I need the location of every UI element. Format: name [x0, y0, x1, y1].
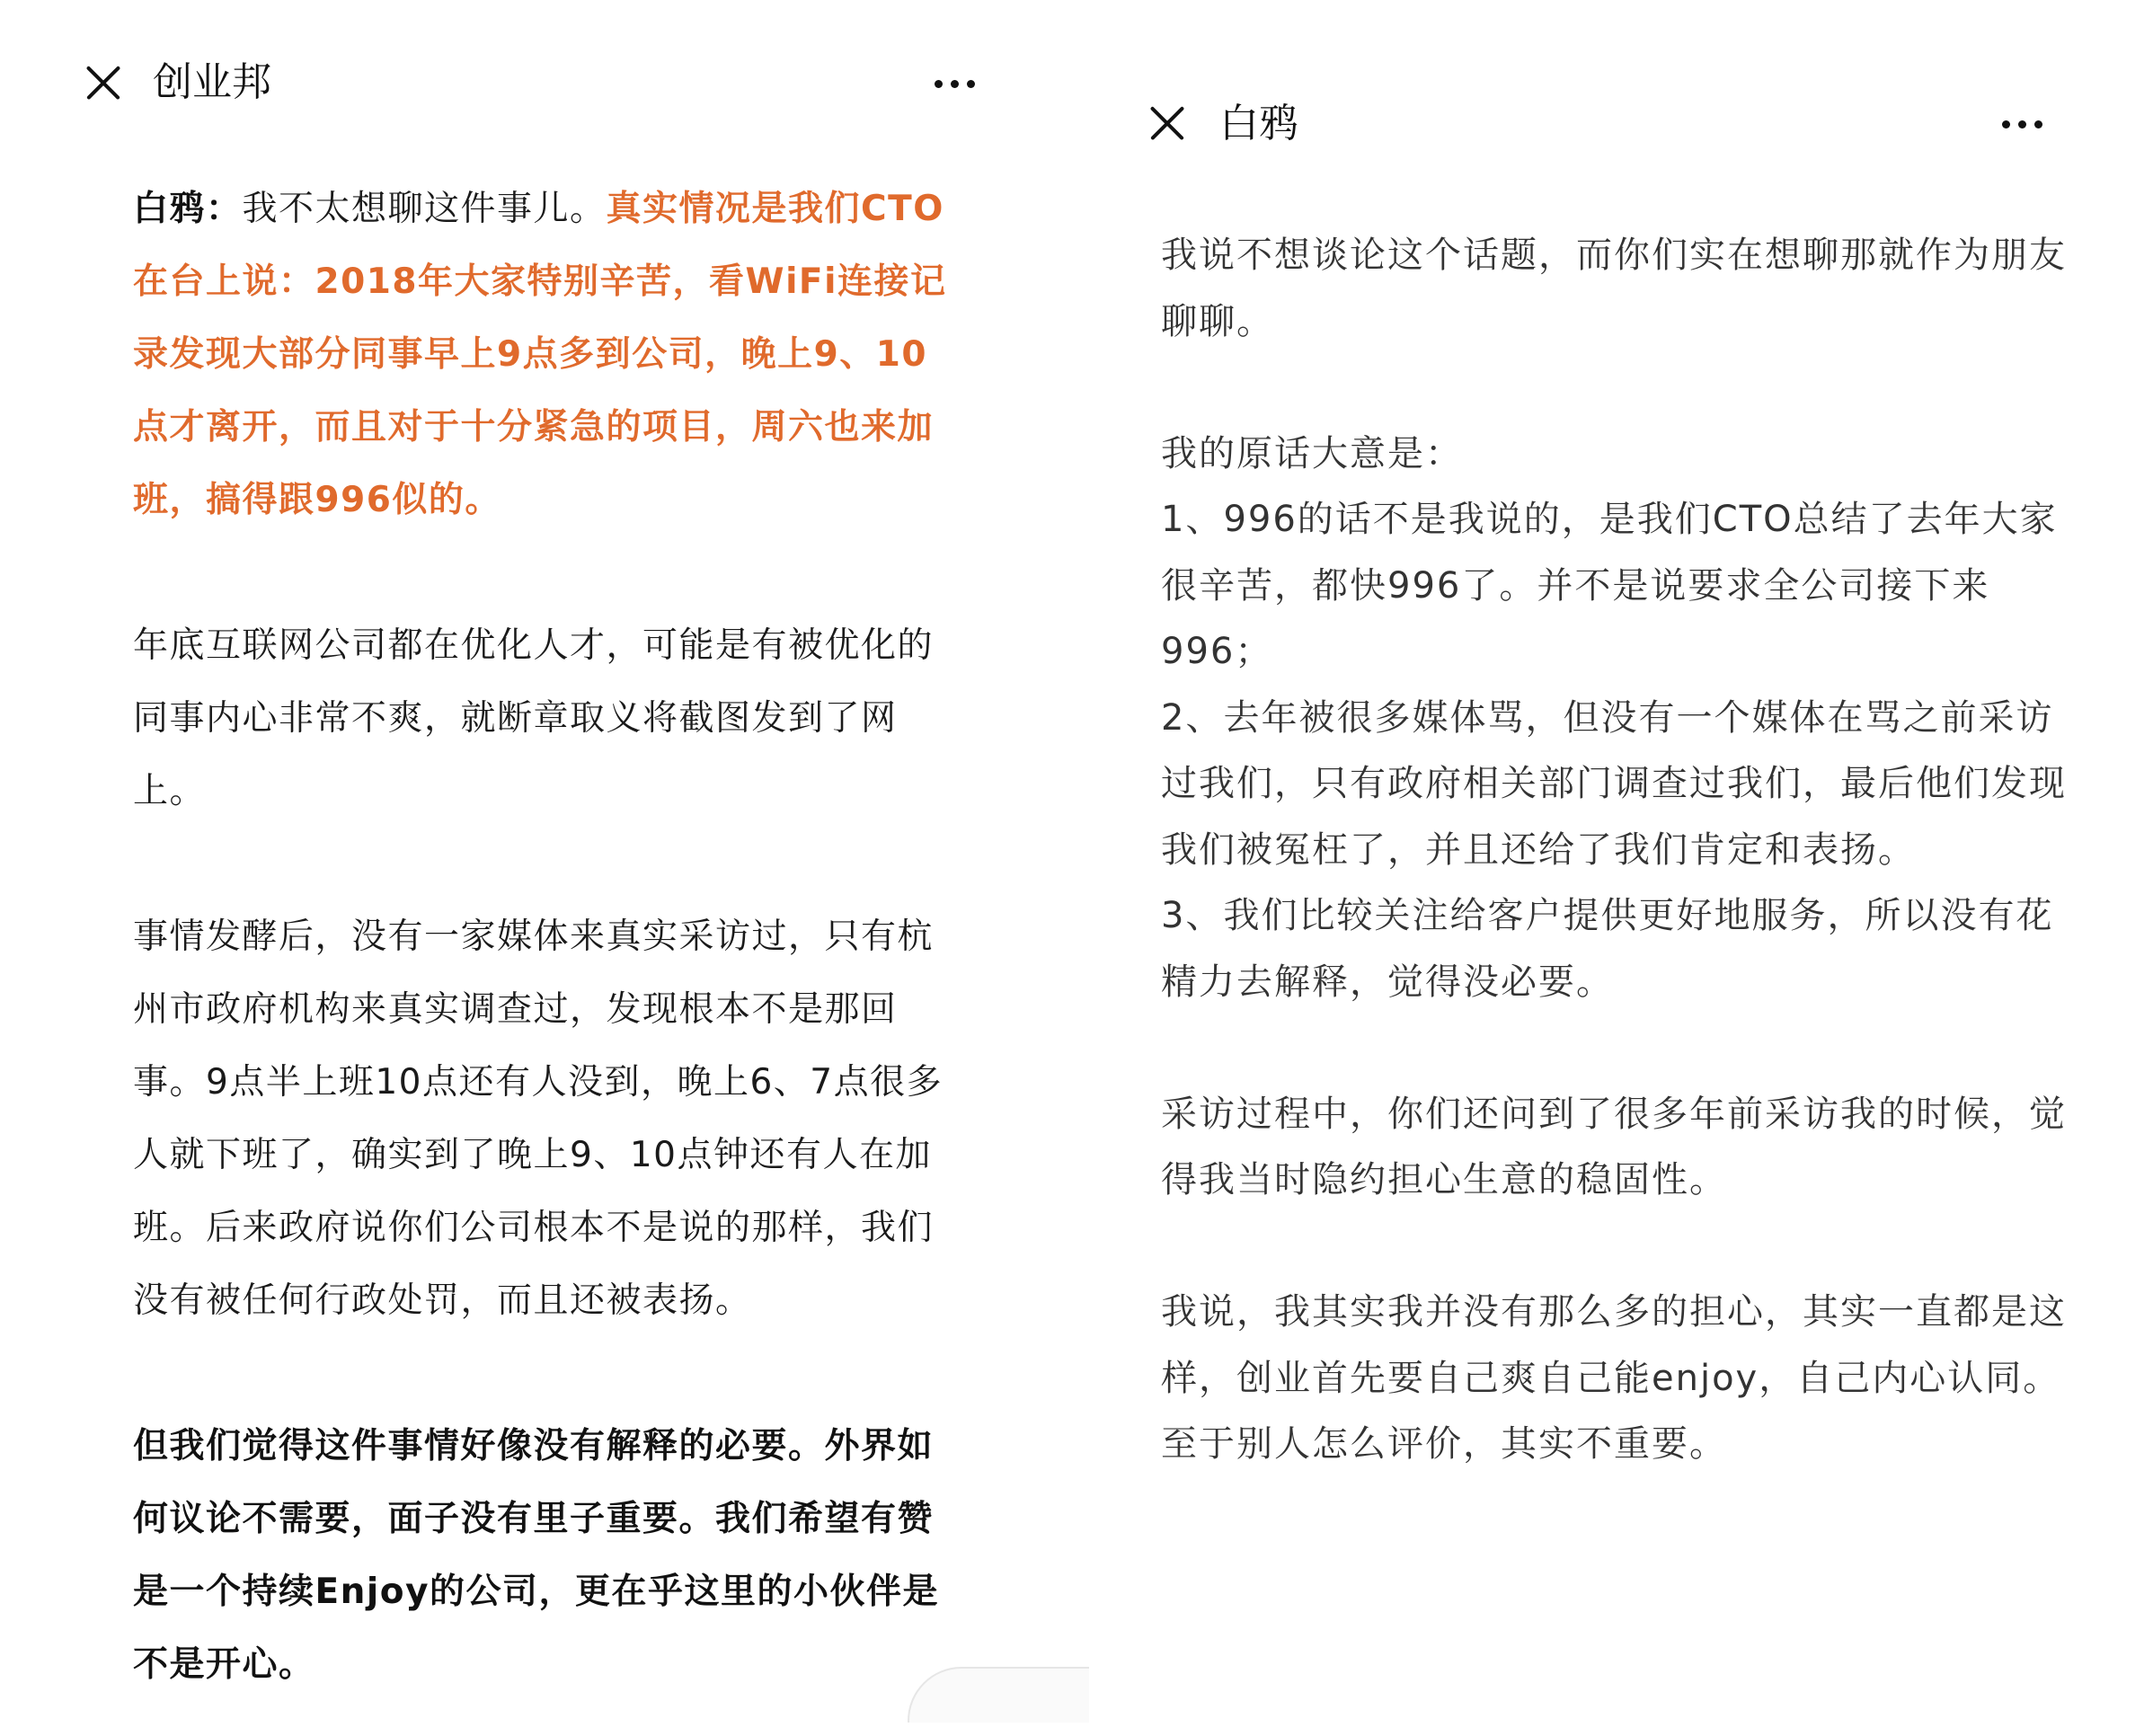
right-article-panel — [1096, 0, 2153, 1736]
paragraph-1: 我说不想谈论这个话题，而你们实在想聊那就作为朋友聊聊。 — [1161, 235, 2067, 342]
left-header — [0, 0, 1002, 105]
floating-button-edge — [908, 1667, 1089, 1723]
dot — [2002, 120, 2010, 128]
more-icon[interactable] — [2002, 120, 2042, 128]
paragraph-4: 但我们觉得这件事情好像没有解释的必要。外界如何议论不需要，面子没有里子重要。我们希望有赞是一个持续Enjoy的公司，更在乎这里的小伙伴是不是开心。 — [133, 1426, 939, 1685]
list-intro: 我的原话大意是： — [1161, 432, 1463, 474]
more-icon[interactable] — [935, 80, 975, 88]
speaker-label: 白鸦： — [133, 189, 243, 229]
close-icon[interactable] — [1150, 106, 1184, 140]
list-item-3: 3、我们比较关注给客户提供更好地服务，所以没有花精力去解释，觉得没必要。 — [1161, 895, 2054, 1003]
paragraph-2: 年底互联网公司都在优化人才，可能是有被优化的同事内心非常不爽，就断章取义将截图发到了网上。 — [133, 625, 935, 811]
left-article-panel — [0, 0, 1002, 1698]
close-icon[interactable] — [86, 66, 120, 100]
page-title: 创业邦 — [153, 59, 271, 105]
list-item-2: 2、去年被很多媒体骂，但没有一个媒体在骂之前采访过我们，只有政府相关部门调查过我们，最后他们发现我们被冤枉了，并且还给了我们肯定和表扬。 — [1161, 696, 2067, 871]
dot — [967, 80, 975, 88]
dot — [2018, 120, 2026, 128]
article-body — [133, 173, 960, 1701]
paragraph-3: 事情发酵后，没有一家媒体来真实采访过，只有杭州市政府机构来真实调查过，发现根本不是那回事。9点半上班10点还有人没到，晚上6、7点很多人就下班了，确实到了晚上9、10点钟还有人在加班。后来政府说你们公司根本不是说的那样，我们没有被任何行政处罚，而且还被表扬。 — [133, 917, 944, 1321]
paragraph-4: 我说，我其实我并没有那么多的担心，其实一直都是这样，创业首先要自己爽自己能enjoy，自己内心认同。至于别人怎么评价，其实不重要。 — [1161, 1291, 2067, 1465]
highlighted-text: 真实情况是我们CTO在台上说：2018年大家特别辛苦，看WiFi连接记录发现大部分同事早上9点多到公司，晚上9、10点才离开，而且对于十分紧急的项目，周六也来加班，搞得跟996似的。 — [133, 189, 947, 520]
paragraph-1 — [133, 173, 960, 536]
right-header — [1096, 0, 2153, 146]
article-body — [1161, 223, 2069, 1544]
dot — [2034, 120, 2042, 128]
page-title: 白鸦 — [1219, 101, 1298, 146]
dot — [935, 80, 943, 88]
list-item-1: 1、996的话不是我说的，是我们CTO总结了去年大家很辛苦，都快996了。并不是说要求全公司接下来996； — [1161, 499, 2058, 672]
plain-text: 我不太想聊这件事儿。 — [242, 189, 607, 229]
dot — [951, 80, 959, 88]
paragraph-3: 采访过程中，你们还问到了很多年前采访我的时候，觉得我当时隐约担心生意的稳固性。 — [1161, 1093, 2067, 1200]
